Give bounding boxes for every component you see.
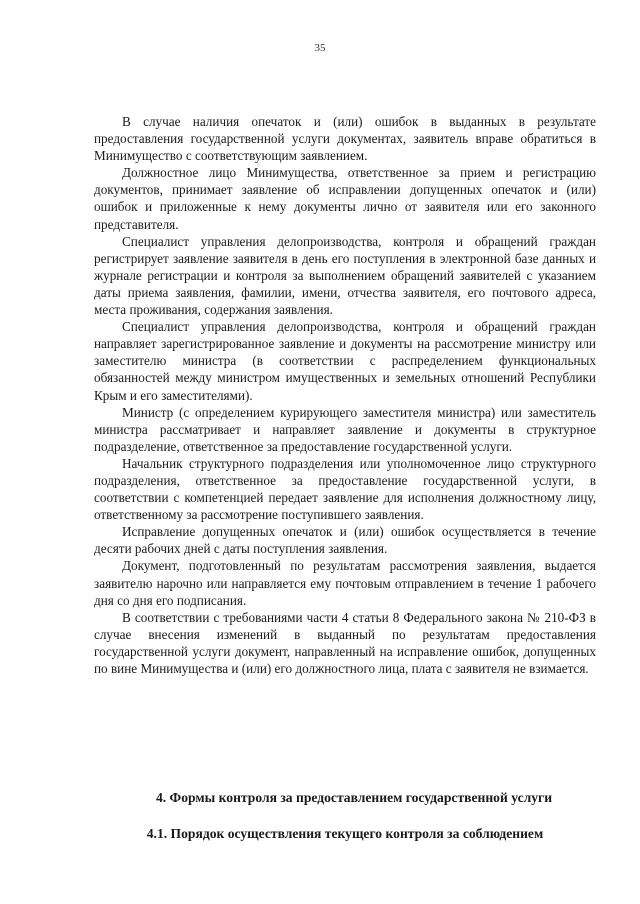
body-text — [94, 113, 596, 677]
paragraph-department-head: Начальник структурного подразделения или уполномоченное лицо структурного подразделения, ответственное за предоставление государственной услуги, в соответствии с компетенцией передает заявление для исполнения должностному лицу, ответственному за рассмотрение поступившего заявления. — [94, 455, 596, 523]
section-heading-4-1: 4.1. Порядок осуществления текущего контроля за соблюдением — [146, 826, 544, 841]
paragraph-document-issue: Документ, подготовленный по результатам рассмотрения заявления, выдается заявителю нарочно или направляется ему почтовым отправлением в течение 1 рабочего дня со дня его подписания. — [94, 558, 596, 608]
paragraph-official-accepts: Должностное лицо Минимущества, ответственное за прием и регистрацию документов, принимает заявление об исправлении допущенных опечаток и (или) ошибок и приложенные к нему документы лично от заявителя или его законного представителя. — [94, 165, 596, 232]
paragraph-registration: Специалист управления делопроизводства, контроля и обращений граждан регистрирует заявление заявителя в день его поступления в электронной базе данных и журнале регистрации и контроля за выполнением обращений заявителей с указанием даты приема заявления, фамилии, имени, отчества заявителя, его почтового адреса, места проживания, содержания заявления. — [94, 233, 596, 318]
paragraph-forwarding: Специалист управления делопроизводства, контроля и обращений граждан направляет зарегистрированное заявление и документы на рассмотрение министру или заместителю министра (в соответствии с распределением функциональных обязанностей между министром имущественных и земельных отношений Республики Крым и его заместителями). — [94, 319, 596, 403]
paragraph-minister-review: Министр (с определением курирующего заместителя министра) или заместитель министра рассматривает и направляет заявление и документы в структурное подразделение, ответственное за предоставление государственной услуги. — [94, 404, 596, 454]
paragraph-correction-term: Исправление допущенных опечаток и (или) ошибок осуществляется в течение десяти рабочих дней с даты поступления заявления. — [94, 524, 596, 557]
paragraph-no-fee: В соответствии с требованиями части 4 статьи 8 Федерального закона № 210-ФЗ в случае внесения изменений в выданный по результатам предоставления государственной услуги документ, направленный на исправление ошибок, допущенных по вине Минимущества и (или) его должностного лица, плата с заявителя не взимается. — [94, 609, 596, 676]
page-number: 35 — [314, 42, 326, 54]
section-heading-4: 4. Формы контроля за предоставлением государственной услуги — [155, 790, 553, 805]
paragraph-typo-request: В случае наличия опечаток и (или) ошибок в выданных в результате предоставления государственной услуги документах, заявитель вправе обратиться в Минимущество с соответствующим заявлением. — [94, 114, 596, 164]
